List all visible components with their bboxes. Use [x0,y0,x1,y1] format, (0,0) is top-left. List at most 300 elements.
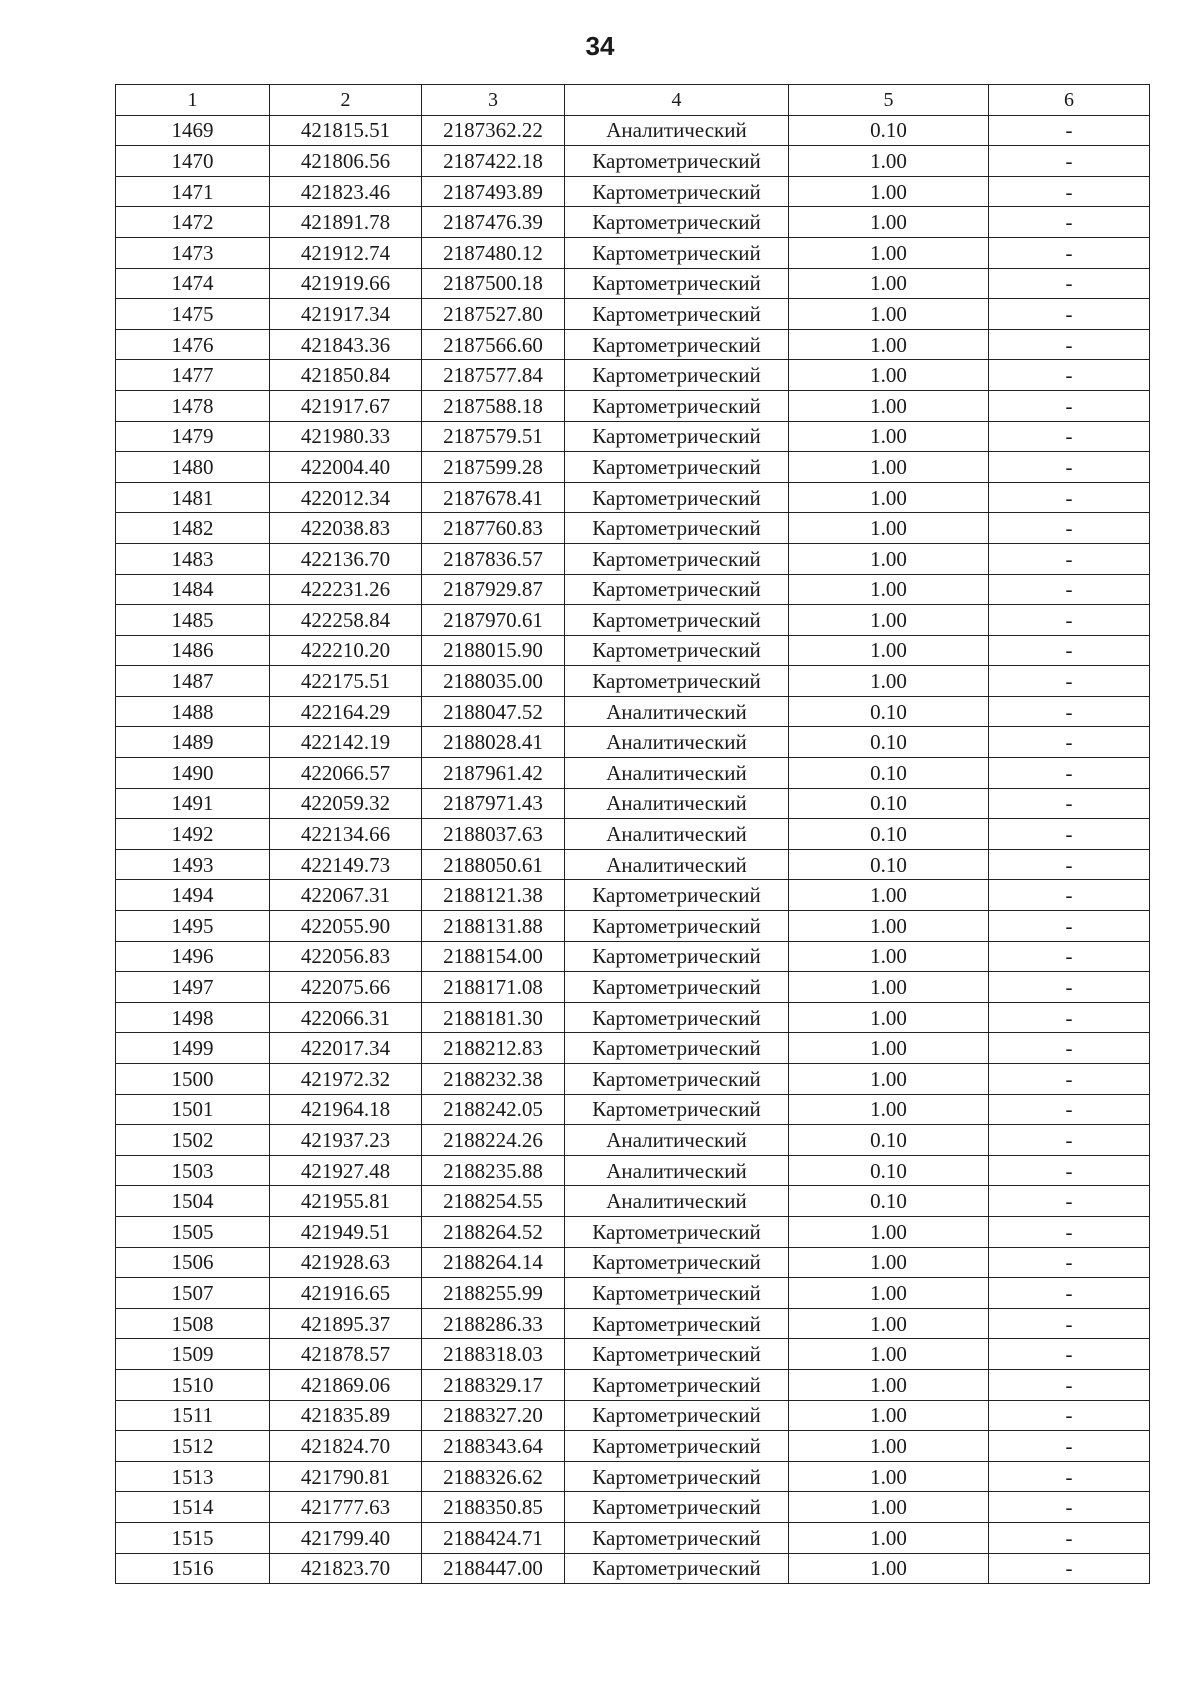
cell-point-number: 1499 [116,1033,270,1064]
cell-accuracy: 0.10 [789,849,989,880]
cell-coordinate-x: 422134.66 [270,819,422,850]
cell-point-number: 1470 [116,146,270,177]
cell-coordinate-x: 421835.89 [270,1400,422,1431]
cell-method: Картометрический [565,1278,789,1309]
cell-coordinate-y: 2188343.64 [422,1431,565,1462]
cell-accuracy: 1.00 [789,176,989,207]
cell-method: Картометрический [565,176,789,207]
table-row [116,849,1150,880]
cell-note: - [989,696,1150,727]
cell-point-number: 1483 [116,543,270,574]
cell-note: - [989,819,1150,850]
cell-note: - [989,1216,1150,1247]
cell-coordinate-x: 421964.18 [270,1094,422,1125]
cell-coordinate-x: 422149.73 [270,849,422,880]
cell-coordinate-y: 2187599.28 [422,452,565,483]
cell-method: Аналитический [565,727,789,758]
cell-point-number: 1482 [116,513,270,544]
cell-coordinate-y: 2188171.08 [422,972,565,1003]
cell-coordinate-x: 422075.66 [270,972,422,1003]
table-row [116,1522,1150,1553]
table-row [116,1339,1150,1370]
cell-coordinate-y: 2187493.89 [422,176,565,207]
cell-coordinate-y: 2188212.83 [422,1033,565,1064]
table-row [116,1033,1150,1064]
cell-point-number: 1500 [116,1064,270,1095]
cell-coordinate-y: 2187422.18 [422,146,565,177]
cell-accuracy: 1.00 [789,1461,989,1492]
cell-coordinate-y: 2188154.00 [422,941,565,972]
cell-accuracy: 0.10 [789,727,989,758]
cell-coordinate-y: 2187500.18 [422,268,565,299]
table-row [116,482,1150,513]
cell-note: - [989,176,1150,207]
cell-note: - [989,880,1150,911]
cell-point-number: 1492 [116,819,270,850]
cell-point-number: 1512 [116,1431,270,1462]
cell-point-number: 1509 [116,1339,270,1370]
cell-note: - [989,1033,1150,1064]
cell-coordinate-x: 421878.57 [270,1339,422,1370]
cell-note: - [989,1247,1150,1278]
cell-note: - [989,1002,1150,1033]
table-row [116,1064,1150,1095]
table-row [116,635,1150,666]
cell-point-number: 1493 [116,849,270,880]
cell-accuracy: 1.00 [789,1522,989,1553]
cell-accuracy: 1.00 [789,1308,989,1339]
cell-coordinate-y: 2187527.80 [422,299,565,330]
table-row [116,605,1150,636]
cell-accuracy: 1.00 [789,543,989,574]
cell-coordinate-y: 2187579.51 [422,421,565,452]
cell-coordinate-y: 2187566.60 [422,329,565,360]
cell-coordinate-x: 422017.34 [270,1033,422,1064]
cell-coordinate-y: 2188035.00 [422,666,565,697]
cell-point-number: 1490 [116,758,270,789]
cell-point-number: 1481 [116,482,270,513]
cell-method: Картометрический [565,972,789,1003]
cell-method: Картометрический [565,329,789,360]
header-row [116,85,1150,116]
table-row [116,1492,1150,1523]
cell-coordinate-y: 2188015.90 [422,635,565,666]
cell-accuracy: 1.00 [789,1431,989,1462]
cell-method: Картометрический [565,1522,789,1553]
cell-note: - [989,360,1150,391]
cell-point-number: 1474 [116,268,270,299]
table-row [116,1216,1150,1247]
cell-coordinate-y: 2188254.55 [422,1186,565,1217]
cell-coordinate-x: 421891.78 [270,207,422,238]
cell-point-number: 1488 [116,696,270,727]
cell-coordinate-y: 2188318.03 [422,1339,565,1370]
cell-method: Картометрический [565,482,789,513]
cell-note: - [989,1278,1150,1309]
cell-method: Картометрический [565,1553,789,1584]
cell-coordinate-y: 2187588.18 [422,390,565,421]
cell-accuracy: 1.00 [789,574,989,605]
cell-method: Картометрический [565,666,789,697]
cell-coordinate-x: 421815.51 [270,115,422,146]
cell-coordinate-y: 2187760.83 [422,513,565,544]
cell-accuracy: 1.00 [789,635,989,666]
cell-note: - [989,1186,1150,1217]
cell-coordinate-x: 422055.90 [270,911,422,942]
cell-method: Картометрический [565,360,789,391]
cell-point-number: 1498 [116,1002,270,1033]
cell-note: - [989,146,1150,177]
cell-accuracy: 1.00 [789,146,989,177]
cell-coordinate-x: 421980.33 [270,421,422,452]
cell-point-number: 1514 [116,1492,270,1523]
cell-method: Картометрический [565,1033,789,1064]
cell-accuracy: 1.00 [789,452,989,483]
cell-method: Картометрический [565,941,789,972]
cell-point-number: 1496 [116,941,270,972]
cell-coordinate-x: 421955.81 [270,1186,422,1217]
table-row [116,911,1150,942]
cell-coordinate-x: 422012.34 [270,482,422,513]
cell-coordinate-x: 421912.74 [270,237,422,268]
cell-accuracy: 1.00 [789,1492,989,1523]
table-row [116,207,1150,238]
coordinates-table [115,84,1150,1584]
cell-coordinate-x: 422059.32 [270,788,422,819]
cell-coordinate-y: 2187970.61 [422,605,565,636]
cell-method: Картометрический [565,635,789,666]
cell-point-number: 1502 [116,1125,270,1156]
cell-note: - [989,268,1150,299]
cell-point-number: 1515 [116,1522,270,1553]
cell-accuracy: 1.00 [789,482,989,513]
cell-method: Картометрический [565,1369,789,1400]
cell-note: - [989,1522,1150,1553]
cell-accuracy: 0.10 [789,1125,989,1156]
cell-coordinate-y: 2188286.33 [422,1308,565,1339]
cell-coordinate-x: 421869.06 [270,1369,422,1400]
cell-coordinate-x: 422038.83 [270,513,422,544]
cell-point-number: 1486 [116,635,270,666]
cell-coordinate-y: 2188037.63 [422,819,565,850]
cell-note: - [989,207,1150,238]
cell-accuracy: 1.00 [789,1553,989,1584]
cell-coordinate-x: 421850.84 [270,360,422,391]
cell-accuracy: 0.10 [789,1186,989,1217]
table-row [116,1278,1150,1309]
cell-point-number: 1516 [116,1553,270,1584]
cell-method: Картометрический [565,1461,789,1492]
cell-method: Картометрический [565,543,789,574]
table-row [116,1155,1150,1186]
cell-note: - [989,727,1150,758]
cell-coordinate-x: 421824.70 [270,1431,422,1462]
cell-coordinate-x: 422210.20 [270,635,422,666]
cell-point-number: 1508 [116,1308,270,1339]
cell-note: - [989,635,1150,666]
table-row [116,1369,1150,1400]
cell-coordinate-x: 422175.51 [270,666,422,697]
cell-method: Картометрический [565,268,789,299]
cell-method: Картометрический [565,1431,789,1462]
table-row [116,574,1150,605]
table-body [116,115,1150,1584]
cell-method: Картометрический [565,1094,789,1125]
cell-accuracy: 1.00 [789,421,989,452]
cell-point-number: 1473 [116,237,270,268]
cell-method: Картометрический [565,452,789,483]
cell-note: - [989,329,1150,360]
cell-coordinate-x: 421972.32 [270,1064,422,1095]
cell-accuracy: 1.00 [789,1094,989,1125]
cell-coordinate-y: 2188121.38 [422,880,565,911]
cell-method: Картометрический [565,513,789,544]
cell-accuracy: 1.00 [789,972,989,1003]
cell-method: Аналитический [565,1186,789,1217]
cell-accuracy: 1.00 [789,1278,989,1309]
cell-coordinate-x: 421843.36 [270,329,422,360]
cell-point-number: 1491 [116,788,270,819]
cell-point-number: 1506 [116,1247,270,1278]
cell-note: - [989,1155,1150,1186]
cell-accuracy: 1.00 [789,1216,989,1247]
cell-coordinate-y: 2187362.22 [422,115,565,146]
cell-method: Картометрический [565,1064,789,1095]
cell-coordinate-y: 2188232.38 [422,1064,565,1095]
cell-coordinate-y: 2187476.39 [422,207,565,238]
cell-coordinate-x: 422164.29 [270,696,422,727]
cell-coordinate-x: 422231.26 [270,574,422,605]
cell-coordinate-y: 2187961.42 [422,758,565,789]
cell-method: Аналитический [565,115,789,146]
cell-coordinate-x: 421949.51 [270,1216,422,1247]
table-row [116,115,1150,146]
cell-coordinate-y: 2188224.26 [422,1125,565,1156]
cell-coordinate-y: 2187678.41 [422,482,565,513]
table-row [116,666,1150,697]
cell-accuracy: 1.00 [789,1064,989,1095]
cell-coordinate-x: 421928.63 [270,1247,422,1278]
cell-accuracy: 1.00 [789,299,989,330]
table-row [116,880,1150,911]
cell-point-number: 1497 [116,972,270,1003]
cell-coordinate-y: 2188264.52 [422,1216,565,1247]
cell-method: Картометрический [565,207,789,238]
cell-coordinate-x: 421895.37 [270,1308,422,1339]
cell-point-number: 1494 [116,880,270,911]
table-row [116,972,1150,1003]
cell-coordinate-x: 422066.31 [270,1002,422,1033]
cell-point-number: 1495 [116,911,270,942]
cell-note: - [989,543,1150,574]
table-row [116,788,1150,819]
cell-method: Картометрический [565,1492,789,1523]
table-row [116,237,1150,268]
table-row [116,941,1150,972]
cell-note: - [989,1553,1150,1584]
table-row [116,727,1150,758]
cell-accuracy: 1.00 [789,329,989,360]
cell-coordinate-x: 421823.70 [270,1553,422,1584]
column-header-2: 2 [270,85,422,116]
cell-coordinate-y: 2188050.61 [422,849,565,880]
cell-accuracy: 1.00 [789,1400,989,1431]
cell-note: - [989,972,1150,1003]
cell-accuracy: 1.00 [789,390,989,421]
cell-method: Картометрический [565,880,789,911]
column-header-3: 3 [422,85,565,116]
cell-accuracy: 0.10 [789,1155,989,1186]
table-row [116,1400,1150,1431]
cell-method: Аналитический [565,696,789,727]
cell-note: - [989,1400,1150,1431]
cell-method: Аналитический [565,758,789,789]
cell-note: - [989,390,1150,421]
cell-point-number: 1511 [116,1400,270,1431]
cell-coordinate-x: 422056.83 [270,941,422,972]
cell-note: - [989,1461,1150,1492]
cell-accuracy: 0.10 [789,758,989,789]
cell-accuracy: 1.00 [789,605,989,636]
cell-method: Картометрический [565,390,789,421]
cell-coordinate-x: 421777.63 [270,1492,422,1523]
cell-accuracy: 1.00 [789,1369,989,1400]
table-row [116,390,1150,421]
cell-accuracy: 1.00 [789,1339,989,1370]
cell-coordinate-y: 2187971.43 [422,788,565,819]
table-row [116,452,1150,483]
cell-accuracy: 1.00 [789,268,989,299]
cell-coordinate-x: 421799.40 [270,1522,422,1553]
cell-note: - [989,452,1150,483]
cell-method: Картометрический [565,605,789,636]
cell-note: - [989,1308,1150,1339]
cell-note: - [989,237,1150,268]
cell-method: Аналитический [565,788,789,819]
cell-point-number: 1480 [116,452,270,483]
cell-coordinate-x: 421919.66 [270,268,422,299]
cell-method: Картометрический [565,1400,789,1431]
cell-coordinate-y: 2188326.62 [422,1461,565,1492]
column-header-6: 6 [989,85,1150,116]
cell-coordinate-y: 2187836.57 [422,543,565,574]
cell-coordinate-y: 2188242.05 [422,1094,565,1125]
cell-coordinate-y: 2188447.00 [422,1553,565,1584]
cell-method: Картометрический [565,911,789,942]
column-header-1: 1 [116,85,270,116]
column-header-5: 5 [789,85,989,116]
cell-note: - [989,482,1150,513]
cell-point-number: 1479 [116,421,270,452]
cell-note: - [989,849,1150,880]
table-row [116,299,1150,330]
cell-note: - [989,513,1150,544]
cell-accuracy: 1.00 [789,1033,989,1064]
table-row [116,513,1150,544]
cell-coordinate-x: 421823.46 [270,176,422,207]
cell-point-number: 1485 [116,605,270,636]
cell-method: Картометрический [565,1216,789,1247]
cell-note: - [989,1339,1150,1370]
cell-coordinate-y: 2188424.71 [422,1522,565,1553]
cell-coordinate-x: 421917.34 [270,299,422,330]
cell-coordinate-y: 2188350.85 [422,1492,565,1523]
cell-point-number: 1489 [116,727,270,758]
cell-coordinate-x: 422004.40 [270,452,422,483]
cell-method: Картометрический [565,1002,789,1033]
table-row [116,421,1150,452]
table-row [116,1247,1150,1278]
cell-method: Картометрический [565,1308,789,1339]
cell-coordinate-x: 422136.70 [270,543,422,574]
table-row [116,1094,1150,1125]
cell-note: - [989,911,1150,942]
cell-note: - [989,574,1150,605]
cell-point-number: 1477 [116,360,270,391]
cell-coordinate-y: 2188235.88 [422,1155,565,1186]
cell-method: Картометрический [565,1247,789,1278]
cell-coordinate-x: 422142.19 [270,727,422,758]
cell-note: - [989,1094,1150,1125]
cell-accuracy: 0.10 [789,819,989,850]
cell-coordinate-y: 2188047.52 [422,696,565,727]
cell-point-number: 1478 [116,390,270,421]
table-row [116,360,1150,391]
cell-note: - [989,421,1150,452]
table-row [116,176,1150,207]
cell-accuracy: 1.00 [789,880,989,911]
cell-point-number: 1476 [116,329,270,360]
cell-accuracy: 1.00 [789,1247,989,1278]
cell-point-number: 1487 [116,666,270,697]
cell-note: - [989,605,1150,636]
cell-point-number: 1503 [116,1155,270,1186]
cell-note: - [989,788,1150,819]
cell-note: - [989,1492,1150,1523]
cell-accuracy: 1.00 [789,237,989,268]
cell-point-number: 1475 [116,299,270,330]
cell-accuracy: 1.00 [789,666,989,697]
cell-coordinate-y: 2188327.20 [422,1400,565,1431]
column-header-4: 4 [565,85,789,116]
cell-accuracy: 0.10 [789,115,989,146]
table-row [116,146,1150,177]
cell-method: Аналитический [565,849,789,880]
cell-coordinate-y: 2188255.99 [422,1278,565,1309]
cell-point-number: 1469 [116,115,270,146]
table-row [116,1461,1150,1492]
cell-method: Картометрический [565,299,789,330]
table-row [116,1431,1150,1462]
table-row [116,1186,1150,1217]
cell-point-number: 1471 [116,176,270,207]
cell-note: - [989,758,1150,789]
table-row [116,1125,1150,1156]
cell-accuracy: 0.10 [789,696,989,727]
table-row [116,1002,1150,1033]
cell-point-number: 1472 [116,207,270,238]
cell-point-number: 1507 [116,1278,270,1309]
cell-coordinate-x: 421806.56 [270,146,422,177]
cell-coordinate-x: 421937.23 [270,1125,422,1156]
cell-coordinate-y: 2187929.87 [422,574,565,605]
cell-method: Аналитический [565,819,789,850]
cell-accuracy: 1.00 [789,941,989,972]
cell-coordinate-x: 422067.31 [270,880,422,911]
cell-method: Картометрический [565,1339,789,1370]
cell-accuracy: 1.00 [789,1002,989,1033]
cell-coordinate-y: 2188264.14 [422,1247,565,1278]
